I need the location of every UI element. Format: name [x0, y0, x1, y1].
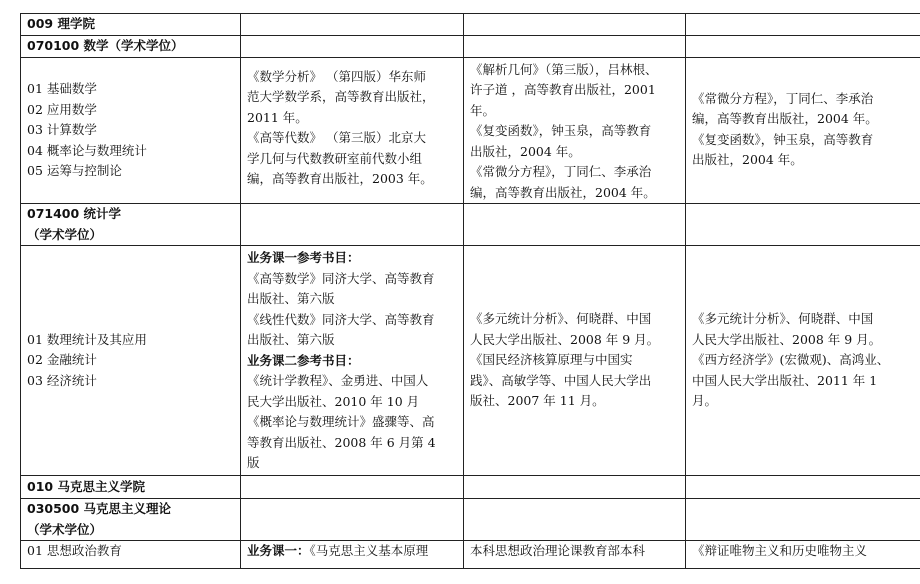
- book-line: 版: [247, 455, 260, 470]
- direction-item: 03 经济统计: [27, 372, 97, 388]
- empty-cell: [464, 204, 686, 246]
- book-line: 年。: [470, 102, 496, 118]
- major-code-name: 030500 马克思主义理论: [27, 501, 172, 516]
- reference-books-1: [241, 541, 464, 569]
- book-line: 《多元统计分析》、何晓群、中国: [692, 311, 874, 327]
- table-row: [21, 36, 920, 58]
- book-line: 范大学数学系，高等教育出版社，: [247, 89, 435, 104]
- school-header: 010 马克思主义学院: [21, 476, 241, 499]
- book-line: 编，高等教育出版社，2004 年。: [692, 111, 878, 126]
- empty-cell: [241, 204, 464, 246]
- table-row: [21, 541, 920, 569]
- reference-books-2: [464, 57, 686, 204]
- book-line: 出版社，2004 年。: [692, 152, 803, 167]
- major-header: [21, 499, 241, 541]
- direction-item: 02 应用数学: [27, 101, 97, 117]
- reference-books-3: [686, 246, 920, 476]
- empty-cell: [241, 36, 464, 58]
- major-degree-type: （学术学位）: [27, 521, 103, 537]
- direction-list: [21, 57, 241, 204]
- catalog-table: [20, 13, 920, 569]
- book-line: 学几何与代数教研室前代数小组: [247, 150, 423, 166]
- reference-books-2: [464, 246, 686, 476]
- book-line: 《复变函数》，钟玉泉，高等教育: [692, 131, 874, 147]
- table-row: [21, 14, 920, 36]
- empty-cell: [241, 14, 464, 36]
- major-degree-type: （学术学位）: [27, 226, 103, 242]
- book-line: 《线性代数》同济大学、高等教育: [247, 311, 435, 327]
- empty-cell: [241, 499, 464, 541]
- book-line: 《概率论与数理统计》盛骤等、高: [247, 414, 435, 429]
- direction-item: 01 思想政治教育: [21, 541, 241, 569]
- book-line: 《数学分析》 （第四版）华东师: [247, 68, 426, 84]
- direction-item: 03 计算数学: [27, 122, 97, 137]
- book-line: 《复变函数》，钟玉泉，高等教育: [470, 123, 652, 138]
- major-header: 070100 数学（学术学位）: [21, 36, 241, 58]
- book-line: 许子道 ，高等教育出版社，2001: [470, 82, 656, 97]
- direction-item: 04 概率论与数理统计: [27, 142, 147, 158]
- book-line: 等教育出版社、2008 年 6 月第 4: [247, 434, 436, 450]
- school-header: 009 理学院: [21, 14, 241, 36]
- book-line: 《高等代数》 （第三版）北京大: [247, 130, 426, 145]
- table-row: [21, 476, 920, 499]
- reference-books-3: [686, 57, 920, 204]
- book-line: 编，高等教育出版社，2003 年。: [247, 171, 433, 186]
- empty-cell: [686, 204, 920, 246]
- book-section-title: 业务课二参考书目：: [247, 352, 360, 368]
- table-row: [21, 57, 920, 204]
- book-line: 出版社、第六版: [247, 291, 335, 306]
- book-line: 《常微分方程》，丁同仁、李承治: [692, 90, 874, 106]
- major-code-name: 071400 统计学: [27, 206, 122, 221]
- empty-cell: [241, 476, 464, 499]
- direction-list: [21, 246, 241, 476]
- direction-item: 02 金融统计: [27, 352, 97, 368]
- table-row: [21, 204, 920, 246]
- table-row: [21, 246, 920, 476]
- reference-books-1: [241, 246, 464, 476]
- book-line: 《国民经济核算原理与中国实: [470, 352, 633, 368]
- book-line: 出版社，2004 年。: [470, 143, 581, 159]
- reference-books-2: [464, 541, 686, 569]
- direction-item: 05 运筹与控制论: [27, 163, 122, 178]
- book-line: 人民大学出版社、2008 年 9 月。: [692, 331, 882, 347]
- book-line: 《多元统计分析》、何晓群、中国: [470, 311, 652, 327]
- direction-item: 01 数理统计及其应用: [27, 331, 147, 347]
- book-line: 《西方经济学》(宏微观)、高鸿业、: [692, 352, 890, 368]
- book-line: 出版社、第六版: [247, 332, 335, 347]
- book-line: 中国人民大学出版社、2011 年 1: [692, 372, 878, 388]
- book-section-title: 业务课一参考书目：: [247, 250, 360, 265]
- book-line: 民大学出版社、2010 年 10 月: [247, 393, 420, 409]
- empty-cell: [464, 14, 686, 36]
- book-line: 月。: [692, 393, 718, 409]
- book-line: 《马克思主义基本原理: [309, 543, 429, 558]
- empty-cell: [464, 476, 686, 499]
- book-line: 《高等数学》同济大学、高等教育: [247, 270, 435, 286]
- major-header: [21, 204, 241, 246]
- book-line: 《解析几何》（第三版），吕林根、: [470, 61, 658, 77]
- book-line: 人民大学出版社、2008 年 9 月。: [470, 331, 660, 347]
- empty-cell: [686, 476, 920, 499]
- direction-item: 01 基础数学: [27, 81, 97, 96]
- empty-cell: [686, 499, 920, 541]
- book-line: 本科思想政治理论课教育部本科: [470, 543, 646, 558]
- empty-cell: [464, 499, 686, 541]
- reference-books-1: [241, 57, 464, 204]
- book-line: 践》、高敏学等、中国人民大学出: [470, 372, 652, 388]
- reference-books-3: [686, 541, 920, 569]
- book-line: 编，高等教育出版社，2004 年。: [470, 184, 656, 200]
- book-section-title: 业务课一：: [247, 543, 310, 558]
- empty-cell: [686, 14, 920, 36]
- book-line: 版社、2007 年 11 月。: [470, 393, 605, 409]
- empty-cell: [464, 36, 686, 58]
- book-line: 《常微分方程》，丁同仁、李承治: [470, 164, 652, 179]
- table-row: [21, 499, 920, 541]
- book-line: 《辩证唯物主义和历史唯物主义: [692, 543, 868, 558]
- book-line: 2011 年。: [247, 109, 308, 125]
- book-line: 《统计学教程》、金勇进、中国人: [247, 373, 429, 388]
- empty-cell: [686, 36, 920, 58]
